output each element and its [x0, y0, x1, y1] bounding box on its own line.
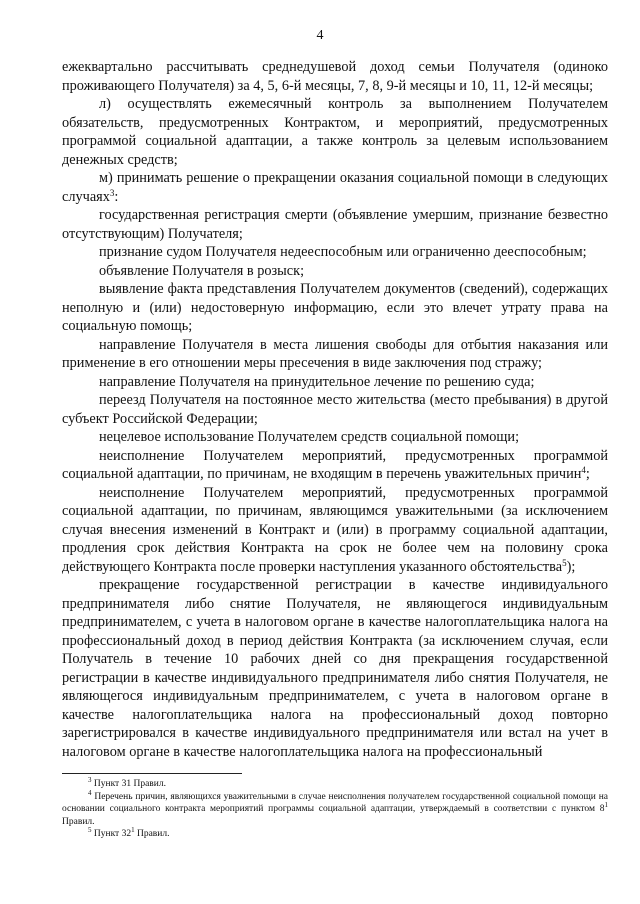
- footnote-mark: 3: [88, 776, 92, 784]
- footnote: $^3$ Пункт 31 Правил.: [88, 776, 166, 789]
- body-text: [62, 58, 608, 761]
- paragraph: направление Получателя на принудительное лечение по решению суда;: [99, 373, 535, 390]
- paragraph: признание судом Получателя недееспособным или ограниченно дееспособным;: [99, 244, 587, 260]
- paragraph: ежеквартально рассчитывать среднедушевой доход семьи Получателя (одиноко проживающего Получателя) за 4, 5, 6-й месяцы, 7, 8, 9-й месяцы и 10, 11, 12-й месяцы;: [62, 59, 608, 94]
- footnote: $^4$ Перечень причин, являющихся уважительными в случае неисполнения получателем государственной социальной помощи на основании социального контракта мероприятий программы социальной адаптации, утверждаемый в соответствии с пунктом $8^1$ Правил.: [62, 788, 608, 827]
- page-number: 4: [316, 28, 324, 43]
- paragraph: нецелевое использование Получателем средств социальной помощи;: [99, 429, 520, 445]
- footnotes: [62, 778, 608, 841]
- paragraph: направление Получателя в места лишения свободы для отбытия наказания или применение в его отношении меры пресечения в виде заключения под стражу;: [62, 336, 608, 371]
- footnote-ref: 4: [581, 465, 586, 475]
- paragraph: государственная регистрация смерти (объявление умершим, признание безвестно отсутствующим) Получателя;: [62, 207, 608, 242]
- paragraph: м) принимать решение о прекращении оказания социальной помощи в следующих случаях$^3$:: [62, 170, 608, 205]
- footnote: $^5$ Пункт $32^1$ Правил.: [88, 826, 170, 839]
- footnote-ref: 3: [109, 187, 115, 198]
- paragraph: прекращение государственной регистрации в качестве индивидуального предпринимателя либо снятие Получателя, не являющегося индивидуальным предпринимателем, с учета в налоговом органе в качестве налогоплательщика налога на профессиональный доход в период действия Контракта (за исключением случая, если Получатель в течение 10 рабочих дней со дня прекращения государственной регистрации в качестве индивидуального предпринимателя либо снятия Получателя, не являющегося индивидуальным предпринимателем, с учета в налоговом органе в качестве налогоплательщика налога на профессиональный доход повторно зарегистрировался в качестве индивидуального предпринимателя или встал на учет в налоговом органе в качестве налогоплательщика налога на профессиональный: [62, 577, 608, 760]
- paragraph: выявление факта представления Получателем документов (сведений), содержащих неполную и (или) недостоверную информацию, если это влечет утрату права на социальную помощь;: [62, 281, 608, 334]
- paragraph: объявление Получателя в розыск;: [99, 262, 305, 279]
- footnote-mark: 5: [88, 826, 92, 834]
- paragraph: л) осуществлять ежемесячный контроль за выполнением Получателем обязательств, предусмотренных Контрактом, и мероприятий, предусмотренных программой социальной адаптации, а также контроль за целевым использованием денежных средств;: [62, 96, 608, 168]
- paragraph: неисполнение Получателем мероприятий, предусмотренных программой социальной адаптации, по причинам, не входящим в перечень уважительных причин$^4$;: [62, 447, 608, 482]
- paragraph: неисполнение Получателем мероприятий, предусмотренных программой социальной адаптации, по причинам, являющимся уважительными (за исключением случая внесения изменений в Контракт и (или) в программу социальной адаптации, продления срок действия Контракта на срок не более чем на половину срока действующего Контракта после проверки наступления указанного обстоятельства$^5$);: [62, 484, 608, 575]
- footnote-separator: [62, 773, 242, 774]
- paragraph: переезд Получателя на постоянное место жительства (место пребывания) в другой субъект Российской Федерации;: [62, 392, 608, 427]
- footnote-ref: 5: [562, 557, 567, 568]
- footnote-mark: 4: [88, 788, 92, 797]
